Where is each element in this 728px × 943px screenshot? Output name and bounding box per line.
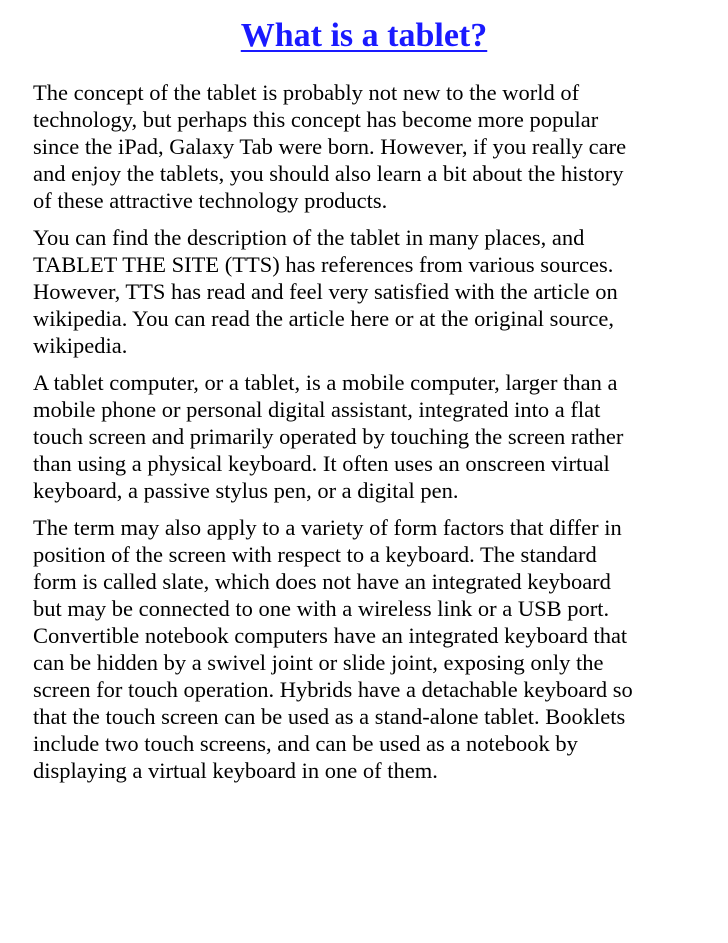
text-line: TABLET THE SITE (TTS) has references from various sources.	[33, 252, 614, 277]
text-line: than using a physical keyboard. It often uses an onscreen virtual	[33, 451, 610, 476]
text-line: The concept of the tablet is probably not new to the world of	[33, 80, 580, 105]
text-line: but may be connected to one with a wireless link or a USB port.	[33, 596, 610, 621]
text-line: keyboard, a passive stylus pen, or a digital pen.	[33, 478, 459, 503]
text-line: touch screen and primarily operated by touching the screen rather	[33, 424, 624, 449]
text-line: You can find the description of the tablet in many places, and	[33, 225, 585, 250]
text-line: However, TTS has read and feel very satisfied with the article on	[33, 279, 618, 304]
text-line: and enjoy the tablets, you should also learn a bit about the history	[33, 161, 624, 186]
text-line: of these attractive technology products.	[33, 188, 388, 213]
paragraph-sources	[33, 224, 703, 359]
text-line: displaying a virtual keyboard in one of them.	[33, 758, 438, 783]
text-line: The term may also apply to a variety of form factors that differ in	[33, 515, 622, 540]
paragraph-definition	[33, 369, 703, 504]
document-body	[33, 79, 703, 794]
text-line: form is called slate, which does not have an integrated keyboard	[33, 569, 611, 594]
text-line: technology, but perhaps this concept has become more popular	[33, 107, 599, 132]
page-title: What is a tablet?	[240, 17, 488, 54]
paragraph-form-factors	[33, 514, 703, 784]
text-line: wikipedia.	[33, 333, 128, 358]
paragraph-intro	[33, 79, 703, 214]
text-line: screen for touch operation. Hybrids have a detachable keyboard so	[33, 677, 633, 702]
text-line: position of the screen with respect to a keyboard. The standard	[33, 542, 597, 567]
text-line: since the iPad, Galaxy Tab were born. However, if you really care	[33, 134, 627, 159]
text-line: can be hidden by a swivel joint or slide joint, exposing only the	[33, 650, 604, 675]
text-line: wikipedia. You can read the article here or at the original source,	[33, 306, 615, 331]
text-line: mobile phone or personal digital assistant, integrated into a flat	[33, 397, 601, 422]
text-line: that the touch screen can be used as a stand-alone tablet. Booklets	[33, 704, 626, 729]
text-line: Convertible notebook computers have an integrated keyboard that	[33, 623, 628, 648]
text-line: include two touch screens, and can be used as a notebook by	[33, 731, 578, 756]
text-line: A tablet computer, or a tablet, is a mobile computer, larger than a	[33, 370, 618, 395]
